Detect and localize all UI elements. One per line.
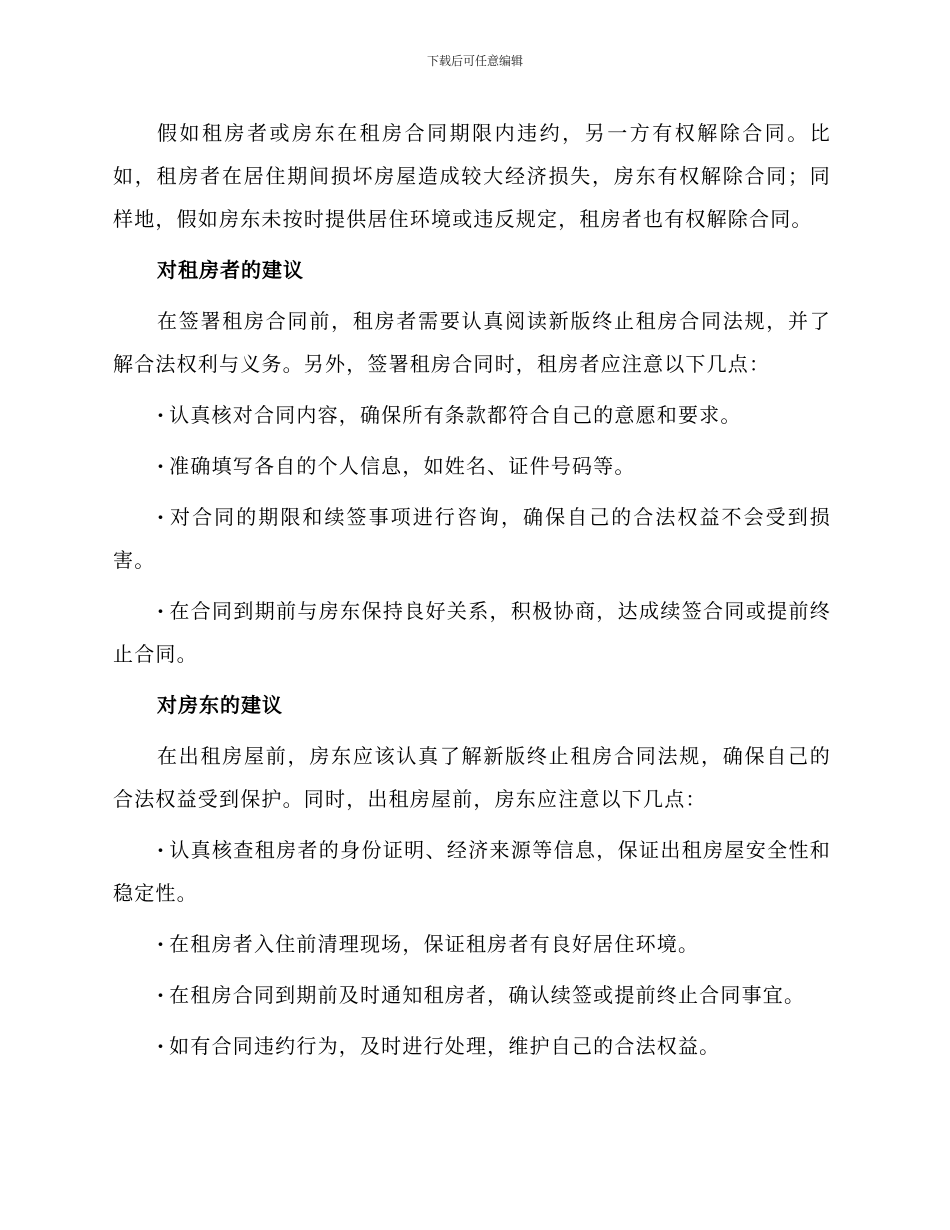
heading-landlord-advice: 对房东的建议	[157, 693, 283, 717]
bullet-dot: ·	[157, 983, 166, 1007]
bullet-item	[113, 974, 831, 1017]
paragraph-tenant-intro: 在签署租房合同前，租房者需要认真阅读新版终止租房合同法规，并了解合法权利与义务。另外，签署租房合同时，租房者应注意以下几点：	[113, 309, 831, 376]
bullet-dot: ·	[157, 932, 166, 956]
bullet-item	[113, 590, 831, 676]
bullet-dot: ·	[157, 1034, 166, 1058]
bullet-text: 认真核对合同内容，确保所有条款都符合自己的意愿和要求。	[169, 403, 742, 427]
header-note: 下载后可任意编辑	[426, 54, 523, 68]
bullet-text: 在合同到期前与房东保持良好关系，积极协商，达成续签合同或提前终止合同。	[113, 599, 831, 666]
bullet-text: 在租房者入住前清理现场，保证租房者有良好居住环境。	[169, 932, 700, 956]
bullet-dot: ·	[157, 505, 166, 529]
bullet-dot: ·	[157, 403, 166, 427]
bullet-text: 如有合同违约行为，及时进行处理，维护自己的合法权益。	[169, 1034, 721, 1058]
bullet-item	[113, 445, 831, 488]
bullet-item	[113, 923, 831, 966]
bullet-text: 对合同的期限和续签事项进行咨询，确保自己的合法权益不会受到损害。	[113, 505, 831, 572]
bullet-item	[113, 394, 831, 437]
bullet-text: 准确填写各自的个人信息，如姓名、证件号码等。	[169, 454, 636, 478]
heading-tenant-advice: 对租房者的建议	[157, 258, 304, 282]
bullet-item	[113, 1025, 831, 1068]
bullet-dot: ·	[157, 599, 166, 623]
paragraph-landlord-intro: 在出租房屋前，房东应该认真了解新版终止租房合同法规，确保自己的合法权益受到保护。同时，出租房屋前，房东应注意以下几点：	[113, 744, 831, 811]
bullet-text: 认真核查租房者的身份证明、经济来源等信息，保证出租房屋安全性和稳定性。	[113, 838, 831, 905]
document-body	[113, 112, 831, 1068]
paragraph-breach: 假如租房者或房东在租房合同期限内违约，另一方有权解除合同。比如，租房者在居住期间损坏房屋造成较大经济损失，房东有权解除合同；同样地，假如房东未按时提供居住环境或违反规定，租房者也有权解除合同。	[113, 121, 831, 231]
bullet-item	[113, 496, 831, 582]
bullet-dot: ·	[157, 454, 166, 478]
bullet-text: 在租房合同到期前及时通知租房者，确认续签或提前终止合同事宜。	[169, 983, 806, 1007]
bullet-item	[113, 829, 831, 915]
bullet-dot: ·	[157, 838, 166, 862]
